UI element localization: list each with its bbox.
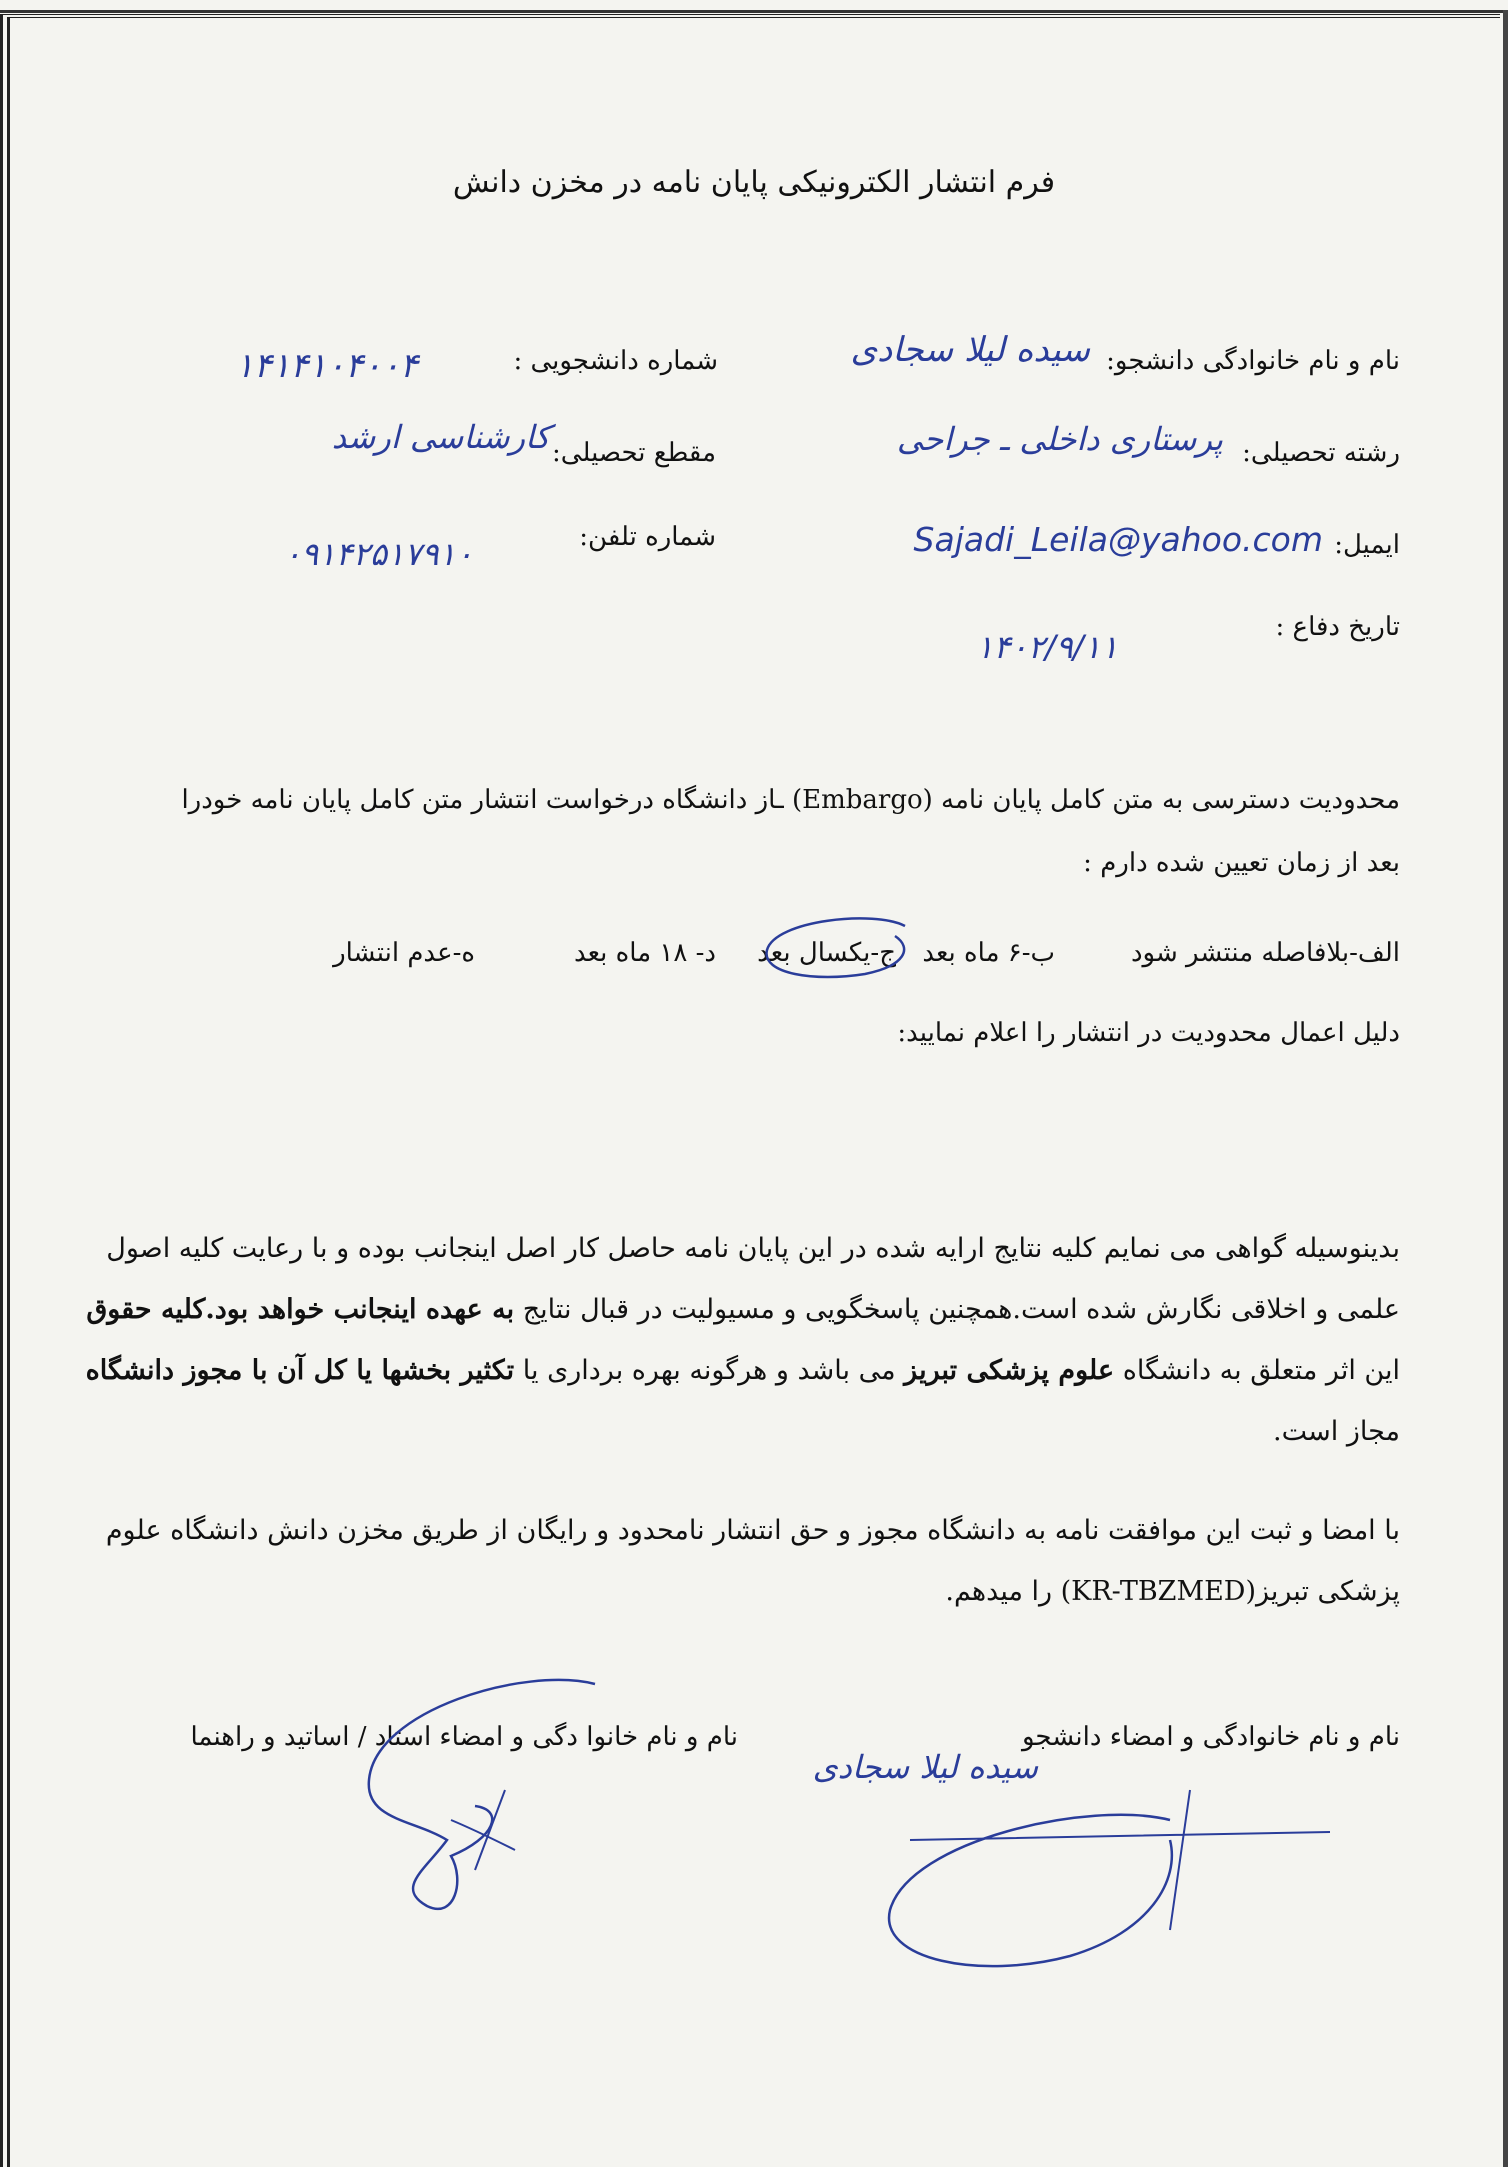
student-name-value: سیده لیلا سجادی	[850, 330, 1090, 370]
declaration-line-4: مجاز است.	[1273, 1416, 1400, 1447]
declaration-line-3c: می باشد و هرگونه بهره برداری یا	[514, 1355, 905, 1386]
declaration-line-3b: علوم پزشکی تبریز	[904, 1355, 1115, 1386]
declaration-line-3a: این اثر متعلق به دانشگاه	[1114, 1355, 1400, 1386]
consent-line-1: با امضا و ثبت این موافقت نامه به دانشگاه مجوز و حق انتشار نامحدود و رایگان از طریق مخزن دانش دانشگاه علوم	[105, 1515, 1400, 1546]
embargo-line-1: محدودیت دسترسی به متن کامل پایان نامه (Embargo) ـاز دانشگاه درخواست انتشار متن کامل پایان نامه خودرا	[181, 785, 1400, 815]
student-id-label: شماره دانشجویی :	[513, 346, 718, 376]
declaration-line-3	[30, 1340, 1400, 1401]
declaration-line-1: بدینوسیله گواهی می نمایم کلیه نتایج ارایه شده در این پایان نامه حاصل کار اصل اینجانب بوده و با رعایت کلیه اصول	[106, 1233, 1400, 1264]
embargo-reason-label: دلیل اعمال محدودیت در انتشار را اعلام نمایید:	[897, 1018, 1400, 1048]
form-title: فرم انتشار الکترونیکی پایان نامه در مخزن دانش	[452, 165, 1056, 200]
student-signature-name: سیده لیلا سجادی	[812, 1748, 1038, 1786]
declaration-line-2	[30, 1279, 1400, 1340]
advisor-signature-label: نام و نام خانوا دگی و امضاء استاد / اساتید و راهنما	[190, 1722, 738, 1752]
email-value: Sajadi_Leila@yahoo.com	[913, 520, 1323, 559]
declaration-paragraph	[30, 1218, 1400, 1462]
phone-label: شماره تلفن:	[579, 522, 716, 552]
major-value: پرستاری داخلی ـ جراحی	[896, 420, 1223, 458]
declaration-line-2b: به عهده اینجانب خواهد بود.کلیه حقوق	[86, 1294, 515, 1325]
embargo-option-b[interactable]: ب-۶ ماه بعد	[922, 938, 1055, 968]
declaration-line-3d: تکثیر بخشها یا کل آن با مجوز دانشگاه	[85, 1355, 515, 1386]
defense-date-value: ۱۴۰۲/۹/۱۱	[976, 628, 1118, 666]
student-signature-icon	[870, 1780, 1350, 1980]
defense-date-label: تاریخ دفاع :	[1275, 612, 1400, 642]
declaration-line-2a: علمی و اخلاقی نگارش شده است.همچنین پاسخگویی و مسیولیت در قبال نتایج	[514, 1294, 1400, 1325]
embargo-option-a[interactable]: الف-بلافاصله منتشر شود	[1130, 938, 1400, 968]
advisor-signature-icon	[355, 1670, 615, 1930]
email-label: ایمیل:	[1334, 530, 1400, 560]
embargo-option-d[interactable]: د- ۱۸ ماه بعد	[573, 938, 716, 968]
embargo-option-c[interactable]: ج-یکسال بعد	[757, 938, 896, 968]
phone-value: ۰۹۱۴۲۵۱۷۹۱۰	[283, 535, 473, 573]
embargo-option-e[interactable]: ه-عدم انتشار	[333, 938, 475, 968]
degree-label: مقطع تحصیلی:	[552, 438, 716, 468]
degree-value: کارشناسی ارشد	[331, 418, 550, 456]
consent-line-2: پزشکی تبریز(KR-TBZMED) را میدهم.	[945, 1576, 1400, 1607]
major-label: رشته تحصیلی:	[1242, 438, 1400, 468]
student-signature-label: نام و نام خانوادگی و امضاء دانشجو	[1021, 1722, 1400, 1752]
selection-circle-icon	[755, 912, 915, 992]
consent-paragraph	[30, 1500, 1400, 1622]
embargo-line-2: بعد از زمان تعیین شده دارم :	[1083, 848, 1400, 878]
student-name-label: نام و نام خانوادگی دانشجو:	[1106, 346, 1400, 376]
student-id-value: ۱۴۱۴۱۰۴۰۰۴	[235, 346, 418, 386]
